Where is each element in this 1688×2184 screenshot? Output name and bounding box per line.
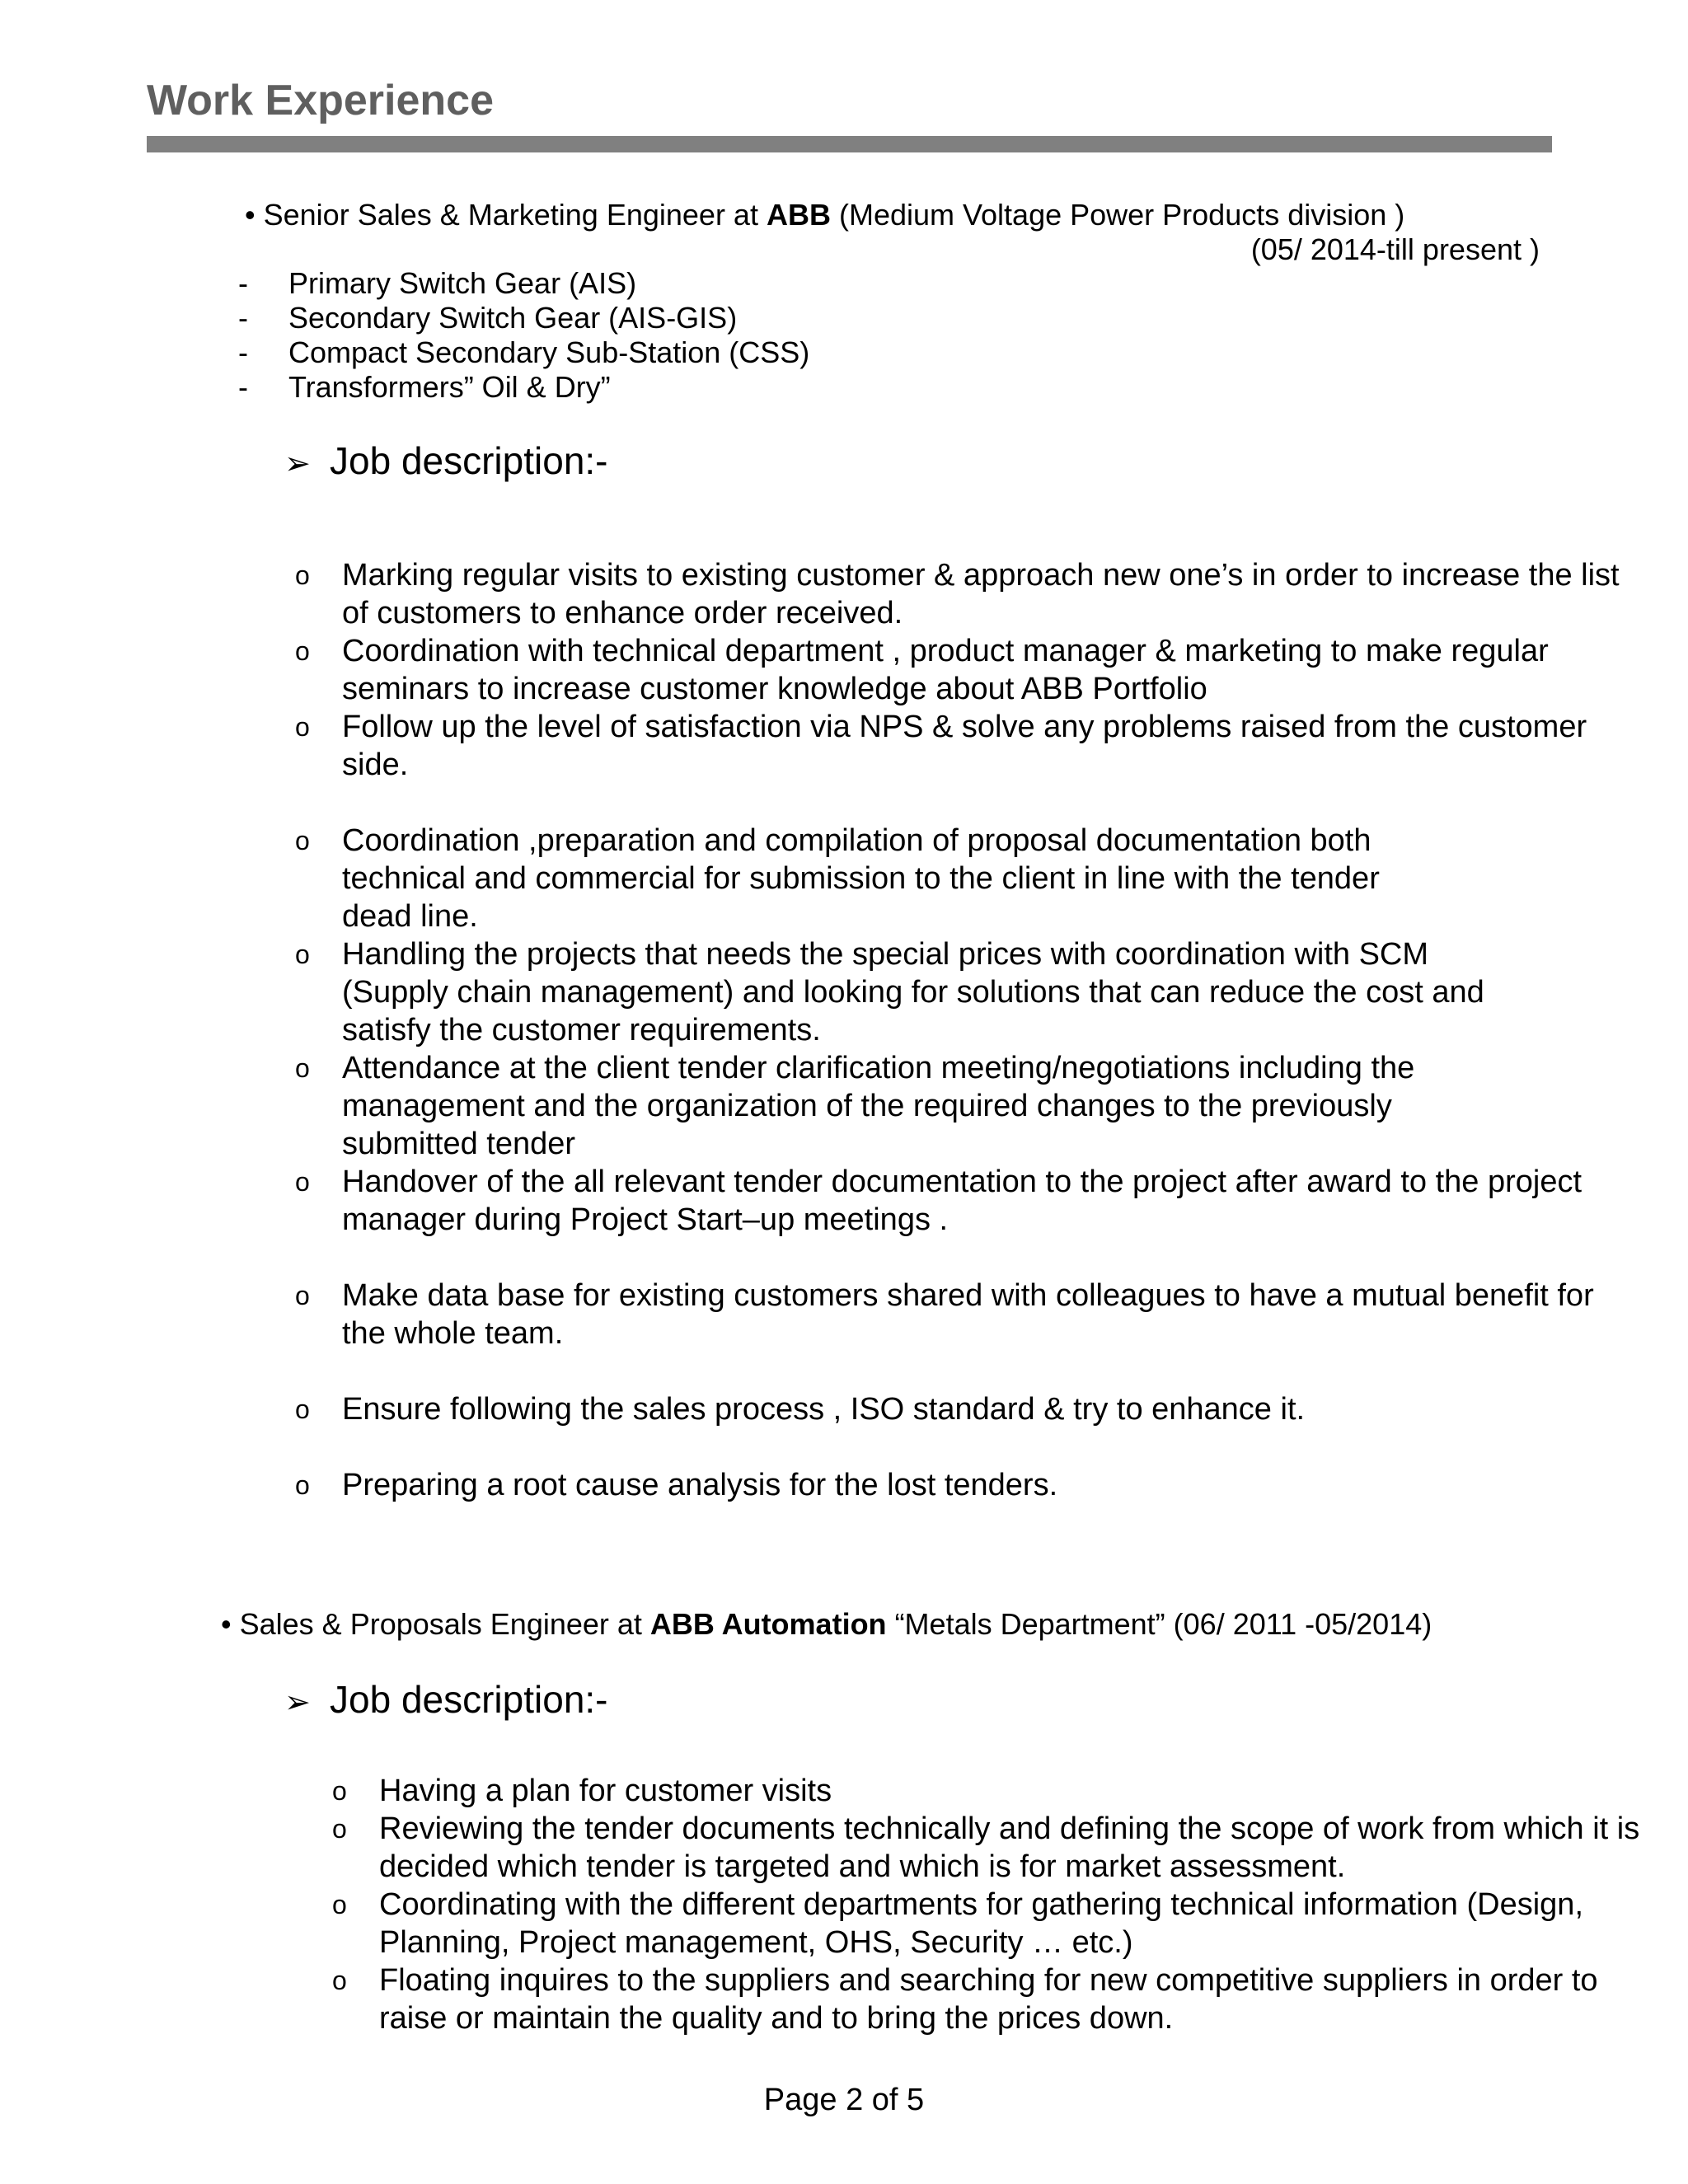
list-item: o Attendance at the client tender clarification meeting/negotiations including the management and the organization of the required changes to the previously submitted tender (342, 1049, 1500, 1163)
list-item: o Coordination with technical department , product manager & marketing to make regular seminars to increase customer knowledge about ABB Portfolio (342, 632, 1644, 708)
list-item: - Secondary Switch Gear (AIS-GIS) (235, 301, 809, 335)
job-title: Senior Sales & Marketing Engineer at (263, 198, 767, 232)
list-item: - Primary Switch Gear (AIS) (235, 266, 809, 301)
list-item: - Transformers” Oil & Dry” (235, 370, 809, 405)
list-item: o Coordination ,preparation and compilation of proposal documentation both technical and commercial for submission to the client in line with the tender dead line. (342, 822, 1438, 935)
division: (Medium Voltage Power Products division ) (830, 198, 1405, 232)
list-item: o Handover of the all relevant tender documentation to the project after award to the project manager during Project Start–up meetings . (342, 1163, 1644, 1239)
list-item: o Reviewing the tender documents technically and defining the scope of work from which it is decided which tender is targeted and which is for market assessment. (379, 1810, 1648, 1886)
list-item: o Follow up the level of satisfaction via NPS & solve any problems raised from the customer side. (342, 708, 1644, 784)
list-item: o Preparing a root cause analysis for the lost tenders. (342, 1466, 1644, 1504)
arrow-bullet-icon: ➢ (284, 1685, 311, 1720)
list-item: o Ensure following the sales process , ISO standard & try to enhance it. (342, 1390, 1644, 1428)
list-item: o Marking regular visits to existing customer & approach new one’s in order to increase the list of customers to enhance order received. (342, 556, 1644, 632)
list-item: o Having a plan for customer visits (379, 1772, 1648, 1810)
job-description-heading (284, 1677, 608, 1722)
list-item: o Floating inquires to the suppliers and searching for new competitive suppliers in order to raise or maintain the quality and to bring the prices down. (379, 1961, 1648, 2037)
job-heading (221, 1607, 1432, 1642)
job-description-heading (284, 438, 608, 483)
bullet-icon: • (221, 1607, 232, 1641)
list-item: o Make data base for existing customers shared with colleagues to have a mutual benefit for the whole team. (342, 1277, 1644, 1352)
job-dates: (05/ 2014-till present ) (1250, 232, 1540, 266)
company-name: ABB (766, 198, 831, 232)
duties-list (379, 1772, 1648, 2037)
list-item: - Compact Secondary Sub-Station (CSS) (235, 335, 809, 370)
section-title: Work Experience (147, 77, 495, 124)
arrow-bullet-icon: ➢ (284, 447, 311, 481)
job-heading (245, 198, 1404, 232)
page-number: Page 2 of 5 (763, 2083, 925, 2117)
bullet-icon: • (245, 198, 256, 232)
product-list (235, 266, 809, 405)
job-description-label: Job description:- (330, 439, 608, 482)
section-divider (147, 136, 1552, 152)
list-item: o Coordinating with the different departments for gathering technical information (Design, Planning, Project management, OHS, Security … etc.) (379, 1886, 1648, 1961)
duties-list (342, 556, 1644, 1504)
department-dates: “Metals Department” (06/ 2011 -05/2014) (886, 1607, 1432, 1641)
company-name: ABB Automation (649, 1607, 887, 1641)
job-title: Sales & Proposals Engineer at (239, 1607, 650, 1641)
job-description-label: Job description:- (330, 1678, 608, 1721)
list-item: o Handling the projects that needs the special prices with coordination with SCM (Supply chain management) and looking for solutions that can reduce the cost and satisfy the customer requirements. (342, 935, 1500, 1049)
